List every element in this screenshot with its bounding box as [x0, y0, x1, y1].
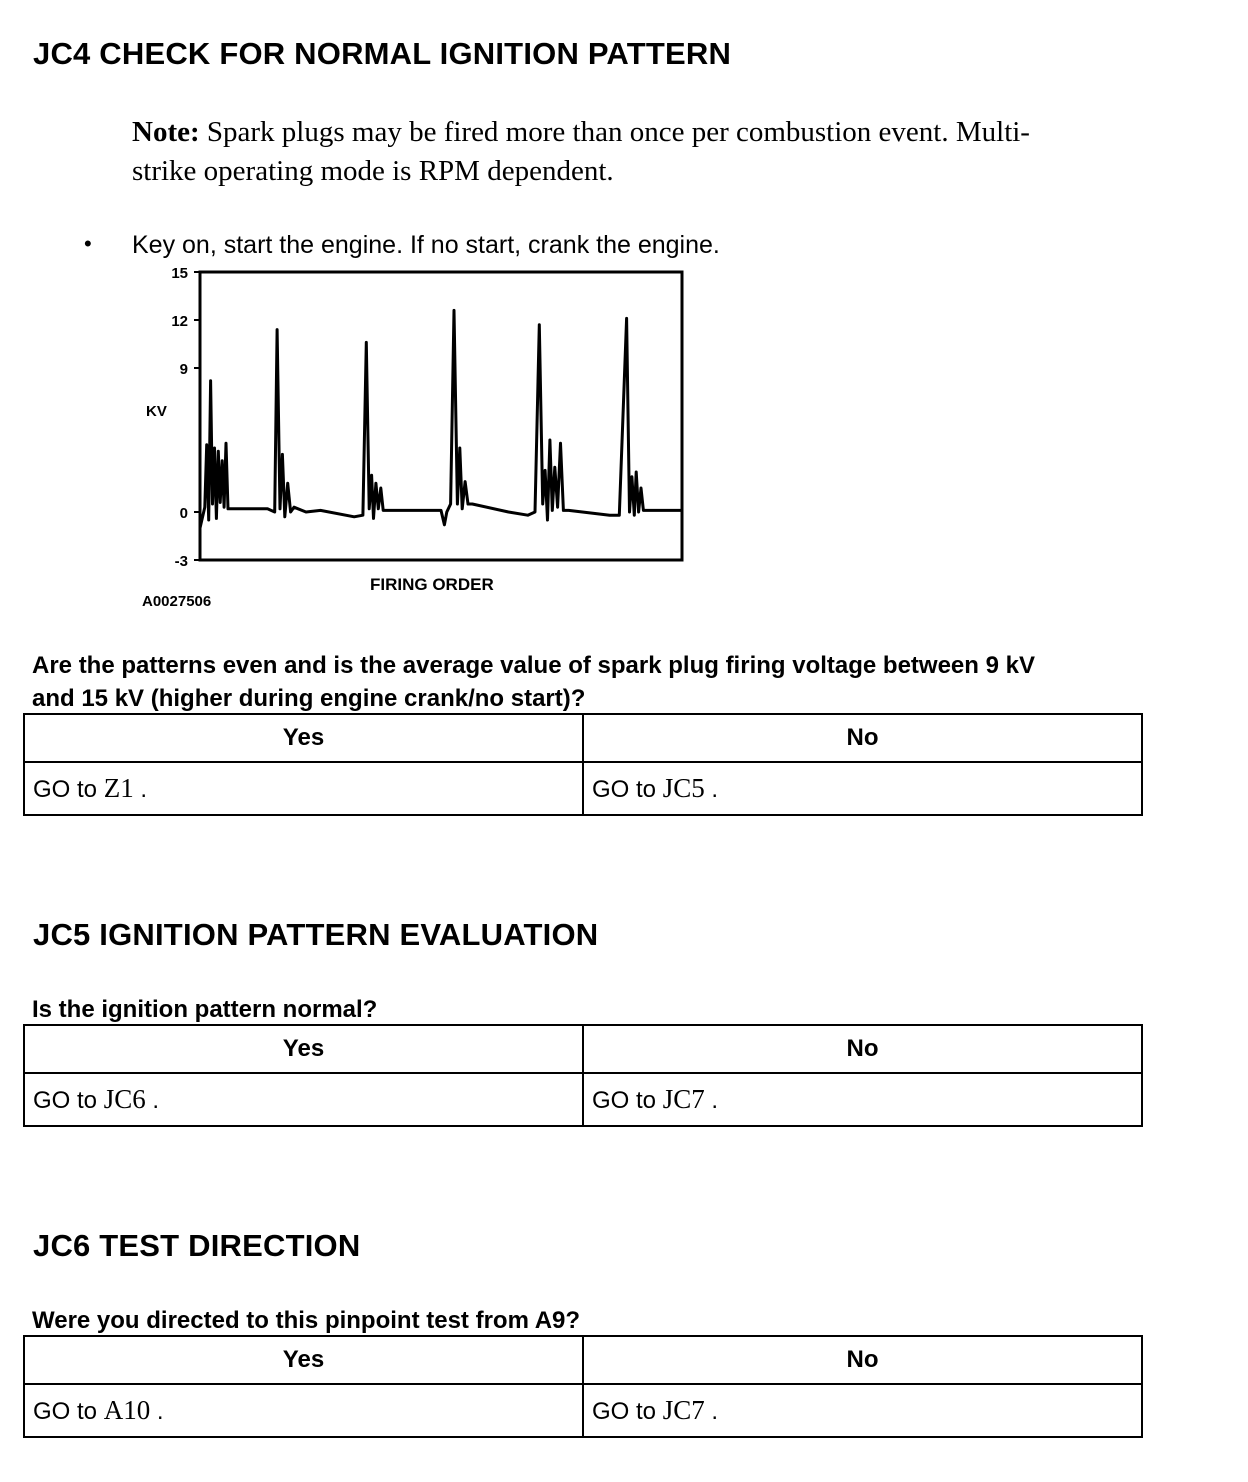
jc6-no-cell — [583, 1384, 1142, 1437]
jc5-yes-link[interactable]: JC6 — [103, 1084, 146, 1114]
jc4-no-prefix: GO to — [592, 776, 657, 803]
y-axis-label: KV — [146, 403, 167, 420]
jc5-answer-table — [23, 1024, 1143, 1127]
jc5-no-header: No — [583, 1025, 1142, 1073]
jc6-yes-header: Yes — [24, 1336, 583, 1384]
jc6-yes-link[interactable]: A10 — [103, 1395, 151, 1425]
jc4-yes-link[interactable]: Z1 — [103, 773, 134, 803]
y-tick-label: 15 — [171, 265, 188, 282]
jc4-question — [32, 649, 1232, 715]
jc6-yes-cell — [24, 1384, 583, 1437]
jc6-no-suffix: . — [711, 1398, 719, 1425]
jc4-yes-prefix: GO to — [33, 776, 98, 803]
y-tick-label: 0 — [179, 505, 188, 522]
jc5-no-cell — [583, 1073, 1142, 1126]
jc5-no-suffix: . — [711, 1087, 719, 1114]
jc6-title: JC6 TEST DIRECTION — [33, 1228, 361, 1263]
jc5-no-link[interactable]: JC7 — [662, 1084, 705, 1114]
y-tick-label: 12 — [171, 313, 188, 330]
jc4-no-cell — [583, 762, 1142, 815]
jc4-yes-suffix: . — [140, 776, 148, 803]
jc6-answer-table — [23, 1335, 1143, 1438]
jc5-yes-header: Yes — [24, 1025, 583, 1073]
x-axis-label: FIRING ORDER — [370, 575, 494, 594]
jc6-yes-suffix: . — [156, 1398, 164, 1425]
jc5-no-prefix: GO to — [592, 1087, 657, 1114]
jc4-no-suffix: . — [711, 776, 719, 803]
jc4-question-line1: Are the patterns even and is the average value of spark plug firing voltage between 9 kV — [32, 652, 1035, 679]
jc4-no-header: No — [583, 714, 1142, 762]
jc6-yes-prefix: GO to — [33, 1398, 98, 1425]
jc5-yes-prefix: GO to — [33, 1087, 98, 1114]
ignition-pattern-chart — [130, 258, 700, 618]
ignition-trace — [200, 310, 682, 528]
jc4-title: JC4 CHECK FOR NORMAL IGNITION PATTERN — [33, 36, 732, 71]
note-label: Note: — [132, 116, 200, 148]
bullet-icon: • — [84, 231, 92, 256]
jc4-yes-header: Yes — [24, 714, 583, 762]
jc6-no-header: No — [583, 1336, 1142, 1384]
jc4-yes-cell — [24, 762, 583, 815]
jc5-yes-suffix: . — [152, 1087, 160, 1114]
y-tick-label: -3 — [174, 553, 188, 570]
jc6-question: Were you directed to this pinpoint test from A9? — [32, 1307, 581, 1334]
jc6-no-prefix: GO to — [592, 1398, 657, 1425]
jc4-answer-table — [23, 713, 1143, 816]
jc5-yes-cell — [24, 1073, 583, 1126]
jc4-no-link[interactable]: JC5 — [662, 773, 705, 803]
note-text-line2: strike operating mode is RPM dependent. — [132, 155, 614, 187]
note-text-line1: Spark plugs may be fired more than once per combustion event. Multi- — [199, 116, 1030, 148]
y-tick-label: 9 — [179, 361, 188, 378]
figure-id: A0027506 — [142, 593, 212, 610]
y-axis — [171, 265, 200, 570]
jc4-question-line2: and 15 kV (higher during engine crank/no start)? — [32, 685, 586, 712]
jc5-question: Is the ignition pattern normal? — [32, 996, 378, 1023]
jc4-instruction: Key on, start the engine. If no start, crank the engine. — [132, 231, 720, 259]
jc4-note — [132, 113, 1192, 191]
jc5-title: JC5 IGNITION PATTERN EVALUATION — [33, 917, 599, 952]
jc6-no-link[interactable]: JC7 — [662, 1395, 705, 1425]
